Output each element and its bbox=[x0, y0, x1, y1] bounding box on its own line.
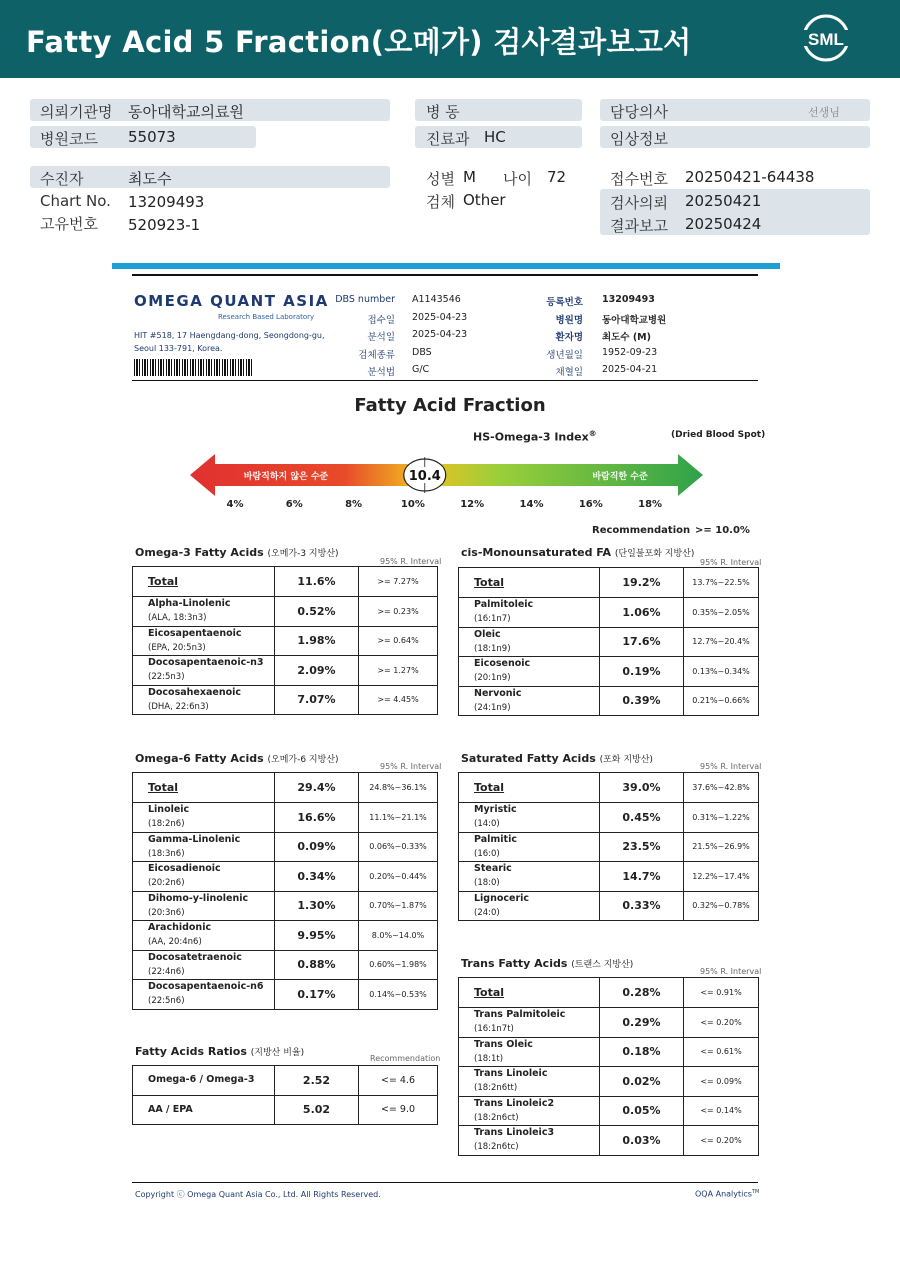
row-name: Trans Linoleic bbox=[474, 1068, 548, 1080]
lab-field-value: DBS bbox=[412, 346, 432, 358]
row-subname: (16:1n7t) bbox=[474, 1024, 514, 1035]
row-name: Docosahexaenoic bbox=[148, 686, 242, 698]
row-reference: >= 0.23% bbox=[359, 597, 438, 627]
dept-value: HC bbox=[484, 128, 506, 146]
omega3-table bbox=[132, 566, 438, 715]
row-subname: (24:0) bbox=[474, 907, 500, 918]
lab-field-value: G/C bbox=[412, 364, 430, 375]
sml-logo bbox=[800, 12, 852, 64]
row-reference: 37.6%~42.8% bbox=[684, 773, 759, 803]
row-value: 19.2% bbox=[600, 568, 684, 598]
table-row bbox=[459, 891, 759, 921]
row-reference: 0.20%~0.44% bbox=[359, 862, 438, 892]
footer-brand-text: OQA Analytics bbox=[695, 1189, 752, 1199]
institution-value: 동아대학교의료원 bbox=[128, 103, 244, 121]
row-name: Alpha-Linolenic bbox=[148, 598, 231, 610]
row-value: 1.06% bbox=[600, 598, 684, 628]
row-subname: (18:2n6tc) bbox=[474, 1142, 519, 1153]
row-reference: 0.60%~1.98% bbox=[359, 950, 438, 980]
row-name-cell bbox=[459, 1008, 600, 1038]
gauge-tick-label: 6% bbox=[285, 499, 303, 510]
blue-divider bbox=[112, 263, 780, 269]
institution-label: 의뢰기관명 bbox=[40, 103, 113, 121]
row-reference: <= 0.91% bbox=[684, 978, 759, 1008]
gauge-tick-label: 10% bbox=[400, 499, 425, 510]
row-value: 0.18% bbox=[600, 1037, 684, 1067]
dbs-label: (Dried Blood Spot) bbox=[671, 430, 766, 440]
lab-field-value: A1143546 bbox=[412, 294, 461, 305]
row-value: 5.02 bbox=[275, 1095, 359, 1125]
omega6-title-kr: (오메가-6 지방산) bbox=[267, 755, 339, 765]
row-reference: <= 0.61% bbox=[684, 1037, 759, 1067]
doctor-label: 담당의사 bbox=[610, 103, 668, 121]
sfa-title-text: Saturated Fatty Acids bbox=[461, 752, 596, 765]
row-subname: (20:3n6) bbox=[148, 907, 185, 918]
ci-label: 95% R. Interval bbox=[700, 762, 762, 771]
table-row bbox=[133, 1066, 438, 1096]
mufa-title-kr: (단일불포화 지방산) bbox=[614, 549, 695, 559]
registered-mark: ® bbox=[588, 429, 597, 438]
lab-field-label: 분석법 bbox=[367, 367, 395, 378]
row-name-cell bbox=[459, 627, 600, 657]
ward-label: 병 동 bbox=[426, 103, 460, 121]
mufa-table bbox=[458, 567, 759, 716]
lab-field-label: 환자명 bbox=[555, 332, 583, 343]
row-reference: 8.0%~14.0% bbox=[359, 921, 438, 951]
row-name-cell bbox=[133, 1066, 275, 1096]
receipt-value: 20250421-64438 bbox=[685, 168, 815, 186]
patient-label: 수진자 bbox=[40, 170, 84, 188]
omega6-title bbox=[135, 752, 339, 765]
row-name: Lignoceric bbox=[474, 892, 530, 904]
row-reference: 0.06%~0.33% bbox=[359, 832, 438, 862]
table-row bbox=[459, 1126, 759, 1156]
row-subname: (22:4n6) bbox=[148, 966, 185, 977]
specimen-value: Other bbox=[463, 191, 506, 209]
result-value: 20250424 bbox=[685, 215, 762, 233]
row-name: Nervonic bbox=[474, 687, 522, 699]
gauge-tick-label: 18% bbox=[638, 499, 663, 510]
row-name-cell bbox=[459, 891, 600, 921]
trademark-mark: TM bbox=[751, 1189, 760, 1195]
logo-text: SML bbox=[808, 30, 844, 49]
row-value: 14.7% bbox=[600, 862, 684, 892]
lab-field-label: 검체종류 bbox=[358, 349, 395, 361]
row-name-cell bbox=[133, 832, 275, 862]
lab-field-value: 동아대학교병원 bbox=[602, 314, 667, 326]
lab-field-value: 2025-04-23 bbox=[412, 329, 468, 340]
row-value: 0.45% bbox=[600, 803, 684, 833]
row-value: 0.34% bbox=[275, 862, 359, 892]
row-value: 1.98% bbox=[275, 626, 359, 656]
row-name: Docosapentaenoic-n3 bbox=[148, 657, 264, 669]
gauge-tick-label: 16% bbox=[578, 499, 603, 510]
row-name: Total bbox=[148, 574, 179, 588]
row-subname: (18:2n6) bbox=[148, 819, 185, 830]
row-subname: (18:2n6ct) bbox=[474, 1112, 519, 1123]
row-reference: 0.13%~0.34% bbox=[684, 657, 759, 687]
row-reference: 13.7%~22.5% bbox=[684, 568, 759, 598]
table-row bbox=[459, 1037, 759, 1067]
lab-field-label: 병원명 bbox=[555, 314, 583, 326]
row-value: 0.17% bbox=[275, 980, 359, 1010]
table-row bbox=[459, 686, 759, 716]
row-subname: (16:1n7) bbox=[474, 614, 511, 625]
lab-field-label: 접수일 bbox=[367, 314, 395, 326]
row-name-cell bbox=[133, 597, 275, 627]
ci-label: 95% R. Interval bbox=[700, 558, 762, 567]
row-name: Trans Linoleic3 bbox=[474, 1127, 555, 1139]
lab-address-2: Seoul 133-791, Korea. bbox=[134, 344, 223, 353]
lab-field-label: 등록번호 bbox=[546, 297, 583, 308]
lab-logo-sub: Research Based Laboratory bbox=[218, 313, 315, 321]
chart-label: Chart No. bbox=[40, 192, 111, 210]
request-value: 20250421 bbox=[685, 192, 762, 210]
ci-label: 95% R. Interval bbox=[380, 557, 442, 566]
row-reference: 0.14%~0.53% bbox=[359, 980, 438, 1010]
row-subname: (AA, 20:4n6) bbox=[148, 937, 202, 948]
row-name: Eicosenoic bbox=[474, 658, 531, 670]
row-reference: 21.5%~26.9% bbox=[684, 832, 759, 862]
row-reference: 24.8%~36.1% bbox=[359, 773, 438, 803]
row-value: 0.19% bbox=[600, 657, 684, 687]
row-name: Linoleic bbox=[148, 804, 190, 816]
row-value: 0.09% bbox=[275, 832, 359, 862]
sfa-title bbox=[461, 752, 653, 765]
row-value: 29.4% bbox=[275, 773, 359, 803]
lab-field-value: 2025-04-21 bbox=[602, 364, 658, 375]
row-value: 23.5% bbox=[600, 832, 684, 862]
row-reference: >= 7.27% bbox=[359, 567, 438, 597]
row-name-cell bbox=[459, 657, 600, 687]
table-row bbox=[133, 891, 438, 921]
lab-field-label: 생년월일 bbox=[546, 349, 583, 361]
row-reference: >= 4.45% bbox=[359, 685, 438, 715]
section-title: Fatty Acid Fraction bbox=[354, 395, 546, 416]
recommendation-col-label: Recommendation bbox=[370, 1054, 441, 1063]
row-subname: (18:1n9) bbox=[474, 643, 511, 654]
row-subname: (22:5n6) bbox=[148, 996, 185, 1007]
row-value: 2.09% bbox=[275, 656, 359, 686]
table-row bbox=[133, 773, 438, 803]
specimen-label: 검체 bbox=[426, 193, 455, 211]
chart-value: 13209493 bbox=[128, 193, 205, 211]
row-name: Total bbox=[474, 575, 505, 589]
row-name: Stearic bbox=[474, 863, 512, 875]
row-name-cell bbox=[459, 1037, 600, 1067]
row-reference: 11.1%~21.1% bbox=[359, 803, 438, 833]
table-row bbox=[459, 568, 759, 598]
row-name-cell bbox=[459, 803, 600, 833]
row-subname: (20:2n6) bbox=[148, 878, 185, 889]
gauge-tick-label: 14% bbox=[519, 499, 544, 510]
sex-value: M bbox=[463, 168, 476, 186]
row-name-cell bbox=[459, 1067, 600, 1097]
index-value: 10.4 bbox=[408, 469, 441, 484]
table-row bbox=[459, 832, 759, 862]
report-top-border bbox=[132, 274, 758, 276]
row-reference: <= 0.09% bbox=[684, 1067, 759, 1097]
mufa-title bbox=[461, 546, 694, 559]
lab-logo: OMEGA QUANT ASIA bbox=[134, 292, 329, 310]
copyright: Copyright ⓒ Omega Quant Asia Co., Ltd. All Rights Reserved. bbox=[135, 1190, 381, 1199]
table-row bbox=[133, 862, 438, 892]
row-subname: (18:0) bbox=[474, 878, 500, 889]
row-name: Docosapentaenoic-n6 bbox=[148, 981, 264, 993]
age-value: 72 bbox=[547, 168, 567, 186]
table-row bbox=[133, 685, 438, 715]
row-name-cell bbox=[459, 773, 600, 803]
footer-rule bbox=[132, 1182, 758, 1183]
row-name: Myristic bbox=[474, 804, 517, 816]
row-value: 17.6% bbox=[600, 627, 684, 657]
row-subname: (20:1n9) bbox=[474, 673, 511, 684]
table-row bbox=[133, 567, 438, 597]
row-reference: 12.2%~17.4% bbox=[684, 862, 759, 892]
row-name: Palmitic bbox=[474, 833, 517, 845]
footer-brand bbox=[695, 1189, 759, 1199]
table-row bbox=[133, 1095, 438, 1125]
row-value: 39.0% bbox=[600, 773, 684, 803]
ratios-title-text: Fatty Acids Ratios bbox=[135, 1045, 247, 1058]
age-label: 나이 bbox=[503, 170, 532, 188]
row-name: Eicosapentaenoic bbox=[148, 627, 242, 639]
gauge-right-label: 바람직한 수준 bbox=[592, 472, 648, 482]
lab-field-value: 2025-04-23 bbox=[412, 311, 468, 323]
hospital-code-value: 55073 bbox=[128, 128, 176, 146]
row-reference: >= 1.27% bbox=[359, 656, 438, 686]
row-name: Docosatetraenoic bbox=[148, 951, 242, 963]
recommendation-label: Recommendation bbox=[592, 525, 691, 536]
info-bar bbox=[30, 166, 390, 188]
table-row bbox=[133, 626, 438, 656]
table-row bbox=[133, 656, 438, 686]
row-value: 11.6% bbox=[275, 567, 359, 597]
row-subname: (16:0) bbox=[474, 848, 500, 859]
sex-label: 성별 bbox=[426, 170, 455, 188]
sfa-title-kr: (포화 지방산) bbox=[599, 755, 653, 765]
table-row bbox=[459, 1067, 759, 1097]
ratios-title-kr: (지방산 비율) bbox=[250, 1048, 305, 1058]
gauge-tick-label: 12% bbox=[460, 499, 485, 510]
row-value: 2.52 bbox=[275, 1066, 359, 1096]
row-reference: 0.31%~1.22% bbox=[684, 803, 759, 833]
table-row bbox=[459, 773, 759, 803]
row-name: Total bbox=[474, 780, 505, 794]
row-name: AA / EPA bbox=[148, 1103, 193, 1115]
row-value: 0.39% bbox=[600, 686, 684, 716]
recommendation-value: >= 10.0% bbox=[695, 525, 750, 536]
receipt-label: 접수번호 bbox=[610, 170, 668, 188]
row-name-cell bbox=[133, 862, 275, 892]
omega3-title bbox=[135, 546, 339, 559]
ratios-table bbox=[132, 1065, 438, 1125]
row-value: 0.52% bbox=[275, 597, 359, 627]
gauge-tick-label: 8% bbox=[345, 499, 363, 510]
row-subname: (18:2n6tt) bbox=[474, 1083, 518, 1094]
result-label: 결과보고 bbox=[610, 217, 668, 235]
row-name-cell bbox=[133, 980, 275, 1010]
lab-field-value: 1952-09-23 bbox=[602, 346, 658, 358]
gauge-tick-label: 4% bbox=[226, 499, 244, 510]
row-reference: 0.35%~2.05% bbox=[684, 598, 759, 628]
row-value: 0.03% bbox=[600, 1126, 684, 1156]
row-name-cell bbox=[459, 568, 600, 598]
row-name: Dihomo-y-linolenic bbox=[148, 892, 249, 904]
row-value: 16.6% bbox=[275, 803, 359, 833]
row-value: 7.07% bbox=[275, 685, 359, 715]
row-name-cell bbox=[133, 921, 275, 951]
hospital-code-label: 병원코드 bbox=[40, 130, 98, 148]
row-name-cell bbox=[133, 567, 275, 597]
row-name-cell bbox=[133, 803, 275, 833]
sfa-table bbox=[458, 772, 759, 921]
row-name: Total bbox=[474, 985, 505, 999]
omega3-title-kr: (오메가-3 지방산) bbox=[267, 549, 339, 559]
dept-label: 진료과 bbox=[426, 130, 470, 148]
uid-value: 520923-1 bbox=[128, 216, 201, 234]
row-subname: (ALA, 18:3n3) bbox=[148, 613, 207, 624]
row-name: Trans Palmitoleic bbox=[474, 1009, 566, 1021]
row-name-cell bbox=[459, 686, 600, 716]
omega6-table bbox=[132, 772, 438, 1010]
trans-title-text: Trans Fatty Acids bbox=[461, 957, 568, 970]
table-row bbox=[459, 657, 759, 687]
row-name-cell bbox=[133, 1095, 275, 1125]
table-row bbox=[459, 598, 759, 628]
index-marker bbox=[404, 457, 446, 493]
row-reference: <= 0.20% bbox=[684, 1126, 759, 1156]
row-subname: (18:1t) bbox=[474, 1053, 504, 1064]
row-name: Omega-6 / Omega-3 bbox=[148, 1074, 255, 1086]
lab-field-label: 분석일 bbox=[367, 332, 395, 343]
mufa-title-text: cis-Monounsaturated FA bbox=[461, 546, 612, 559]
row-name-cell bbox=[133, 891, 275, 921]
patient-value: 최도수 bbox=[128, 170, 172, 188]
barcode bbox=[134, 359, 252, 376]
clinical-label: 임상정보 bbox=[610, 130, 668, 148]
row-name-cell bbox=[459, 832, 600, 862]
row-name-cell bbox=[459, 598, 600, 628]
lab-field-label: DBS number bbox=[335, 294, 395, 305]
row-name: Total bbox=[148, 780, 179, 794]
row-name-cell bbox=[459, 1096, 600, 1126]
row-name: Eicosadienoic bbox=[148, 863, 221, 875]
row-value: 0.28% bbox=[600, 978, 684, 1008]
row-name-cell bbox=[459, 1126, 600, 1156]
row-name-cell bbox=[133, 950, 275, 980]
table-row bbox=[459, 627, 759, 657]
row-value: 0.29% bbox=[600, 1008, 684, 1038]
index-subtitle bbox=[473, 429, 597, 444]
uid-label: 고유번호 bbox=[40, 215, 98, 233]
ci-label: 95% R. Interval bbox=[380, 762, 442, 771]
row-value: 0.88% bbox=[275, 950, 359, 980]
table-row bbox=[459, 862, 759, 892]
lab-field-value: 최도수 (M) bbox=[602, 332, 651, 343]
request-label: 검사의뢰 bbox=[610, 194, 668, 212]
lab-field-value: 13209493 bbox=[602, 294, 655, 305]
row-name-cell bbox=[459, 978, 600, 1008]
lab-field-label: 채혈일 bbox=[555, 367, 583, 378]
row-name: Palmitoleic bbox=[474, 599, 534, 611]
ci-label: 95% R. Interval bbox=[700, 967, 762, 976]
row-subname: (24:1n9) bbox=[474, 702, 511, 713]
row-reference: 0.70%~1.87% bbox=[359, 891, 438, 921]
row-name-cell bbox=[133, 656, 275, 686]
row-reference: 0.21%~0.66% bbox=[684, 686, 759, 716]
table-row bbox=[133, 803, 438, 833]
index-subtitle-text: HS-Omega-3 Index bbox=[473, 430, 589, 444]
report-header bbox=[0, 0, 900, 78]
omega6-title-text: Omega-6 Fatty Acids bbox=[135, 752, 264, 765]
table-row bbox=[459, 1096, 759, 1126]
gauge-left-label: 바람직하지 않은 수준 bbox=[243, 472, 329, 482]
lab-address-1: HIT #518, 17 Haengdang-dong, Seongdong-gu, bbox=[134, 331, 325, 340]
row-reference: >= 0.64% bbox=[359, 626, 438, 656]
table-row bbox=[459, 1008, 759, 1038]
row-value: 1.30% bbox=[275, 891, 359, 921]
row-subname: (EPA, 20:5n3) bbox=[148, 642, 206, 653]
trans-table bbox=[458, 977, 759, 1156]
row-name: Arachidonic bbox=[148, 922, 212, 934]
row-subname: (22:5n3) bbox=[148, 672, 185, 683]
row-name: Gamma-Linolenic bbox=[148, 833, 241, 845]
row-value: 0.05% bbox=[600, 1096, 684, 1126]
trans-title bbox=[461, 957, 633, 970]
row-value: 0.33% bbox=[600, 891, 684, 921]
report-header-rule bbox=[132, 380, 758, 381]
row-reference: <= 9.0 bbox=[359, 1095, 438, 1125]
row-reference: 0.32%~0.78% bbox=[684, 891, 759, 921]
trans-title-kr: (트랜스 지방산) bbox=[571, 960, 634, 970]
table-row bbox=[459, 978, 759, 1008]
row-name: Trans Linoleic2 bbox=[474, 1097, 555, 1109]
omega3-title-text: Omega-3 Fatty Acids bbox=[135, 546, 264, 559]
row-subname: (14:0) bbox=[474, 819, 500, 830]
table-row bbox=[133, 921, 438, 951]
table-row bbox=[459, 803, 759, 833]
table-row bbox=[133, 980, 438, 1010]
row-name: Trans Oleic bbox=[474, 1038, 533, 1050]
row-reference: <= 0.14% bbox=[684, 1096, 759, 1126]
row-name-cell bbox=[133, 685, 275, 715]
table-row bbox=[133, 597, 438, 627]
row-name-cell bbox=[459, 862, 600, 892]
row-subname: (DHA, 22:6n3) bbox=[148, 701, 209, 712]
row-reference: <= 0.20% bbox=[684, 1008, 759, 1038]
row-reference: <= 4.6 bbox=[359, 1066, 438, 1096]
row-value: 9.95% bbox=[275, 921, 359, 951]
row-name-cell bbox=[133, 626, 275, 656]
row-value: 0.02% bbox=[600, 1067, 684, 1097]
ratios-title bbox=[135, 1045, 304, 1058]
row-reference: 12.7%~20.4% bbox=[684, 627, 759, 657]
row-subname: (18:3n6) bbox=[148, 848, 185, 859]
table-row bbox=[133, 832, 438, 862]
row-name-cell bbox=[133, 773, 275, 803]
doctor-suffix: 선생님 bbox=[808, 106, 840, 119]
report-title: Fatty Acid 5 Fraction(오메가) 검사결과보고서 bbox=[26, 25, 692, 59]
omega3-index-gauge bbox=[190, 452, 710, 498]
row-name: Oleic bbox=[474, 628, 501, 640]
table-row bbox=[133, 950, 438, 980]
